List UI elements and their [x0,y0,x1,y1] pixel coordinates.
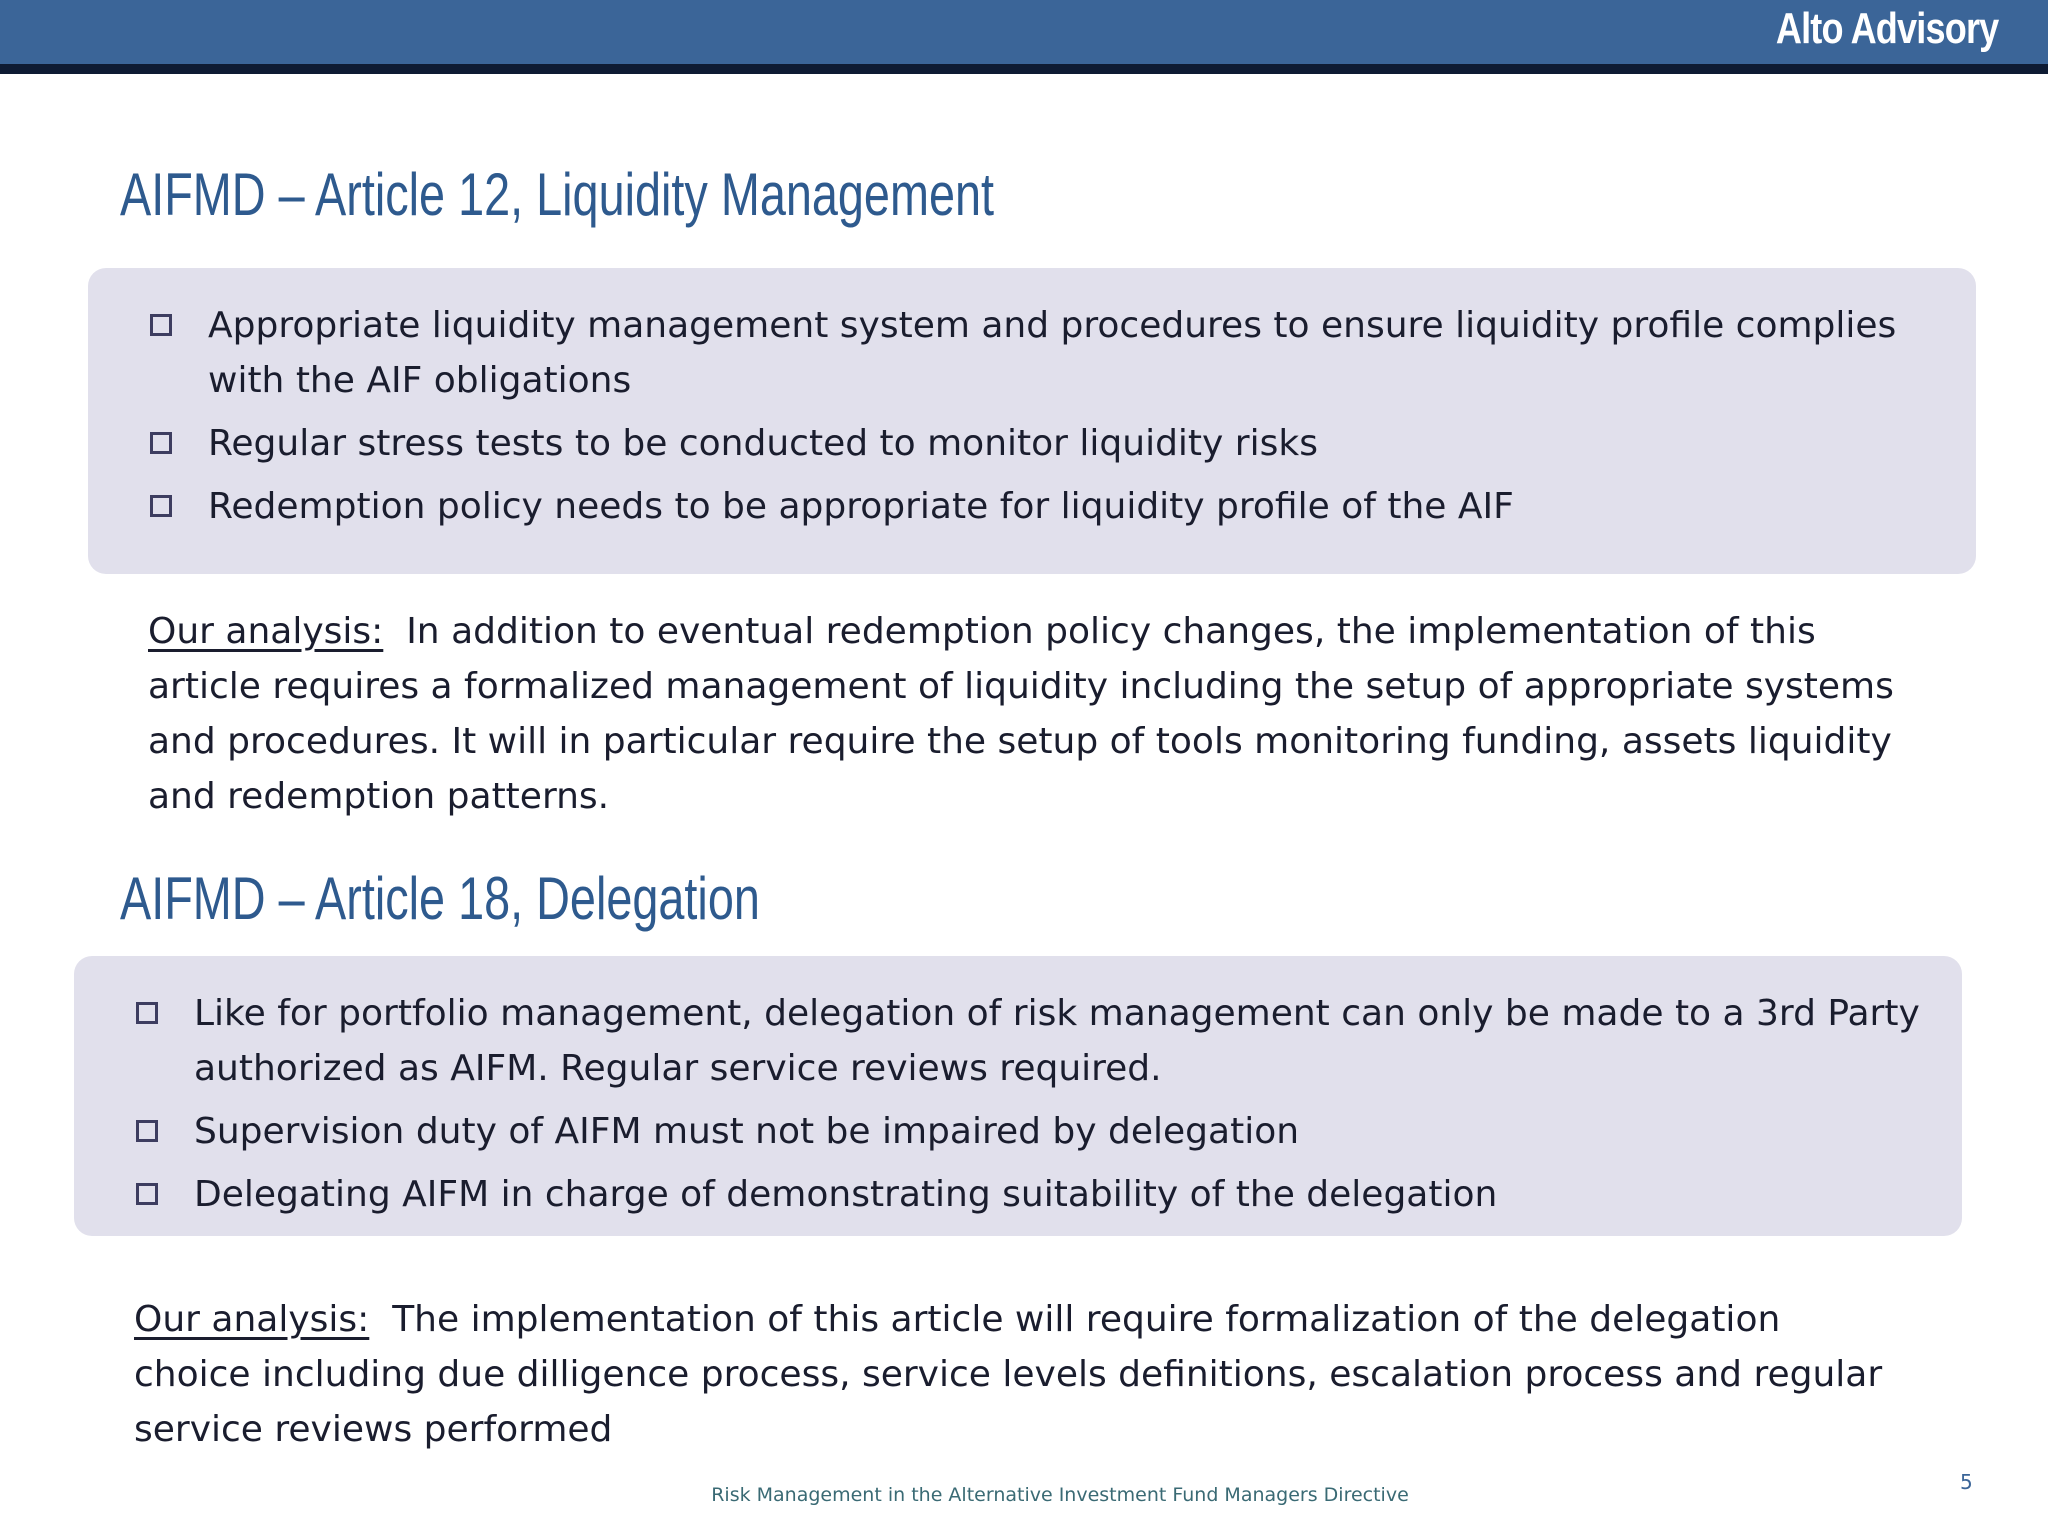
analysis-paragraph-article-12 [148,604,1918,824]
analysis-text: The implementation of this article will require formalization of the delegation choice including due dilligence process, service levels definitions, escalation process and regular service reviews performed [134,1299,1883,1450]
section-heading-article-12: AIFMD – Article 12, Liquidity Management [120,161,995,228]
requirements-box-article-12 [88,268,1976,574]
list-item-text: Supervision duty of AIFM must not be impaired by delegation [194,1111,1300,1152]
requirements-box-article-18 [74,956,1962,1236]
section-heading-article-18: AIFMD – Article 18, Delegation [120,865,760,932]
analysis-label: Our analysis: [148,611,384,652]
checkbox-bullet-icon [136,1183,158,1205]
list-item-text: Appropriate liquidity management system and procedures to ensure liquidity profile complies with the AIF obligations [208,305,1897,401]
list-item [136,986,1936,1096]
checkbox-bullet-icon [150,495,172,517]
brand-logo: Alto Advisory [1775,4,1998,53]
analysis-paragraph-article-18 [134,1292,1904,1457]
analysis-label: Our analysis: [134,1299,370,1340]
list-item [136,1167,1936,1222]
checkbox-bullet-icon [136,1120,158,1142]
list-item-text: Like for portfolio management, delegation of risk management can only be made to a 3rd Party authorized as AIFM. Regular service reviews required. [194,993,1920,1089]
list-item-text: Redemption policy needs to be appropriate for liquidity profile of the AIF [208,486,1514,527]
list-item [136,1104,1936,1159]
analysis-text: In addition to eventual redemption policy changes, the implementation of this article requires a formalized management of liquidity including the setup of appropriate systems and procedures. It will in particular require the setup of tools monitoring funding, assets liquidity and redemption patterns. [148,611,1894,817]
list-item-text: Delegating AIFM in charge of demonstrating suitability of the delegation [194,1174,1498,1215]
footer-title: Risk Management in the Alternative Investment Fund Managers Directive [711,1484,1409,1506]
page-number: 5 [1960,1470,1973,1494]
checkbox-bullet-icon [136,1002,158,1024]
list-item [150,479,1950,534]
list-item-text: Regular stress tests to be conducted to monitor liquidity risks [208,423,1318,464]
list-item [150,298,1950,408]
checkbox-bullet-icon [150,314,172,336]
checkbox-bullet-icon [150,432,172,454]
list-item [150,416,1950,471]
header-bar [0,0,2048,74]
